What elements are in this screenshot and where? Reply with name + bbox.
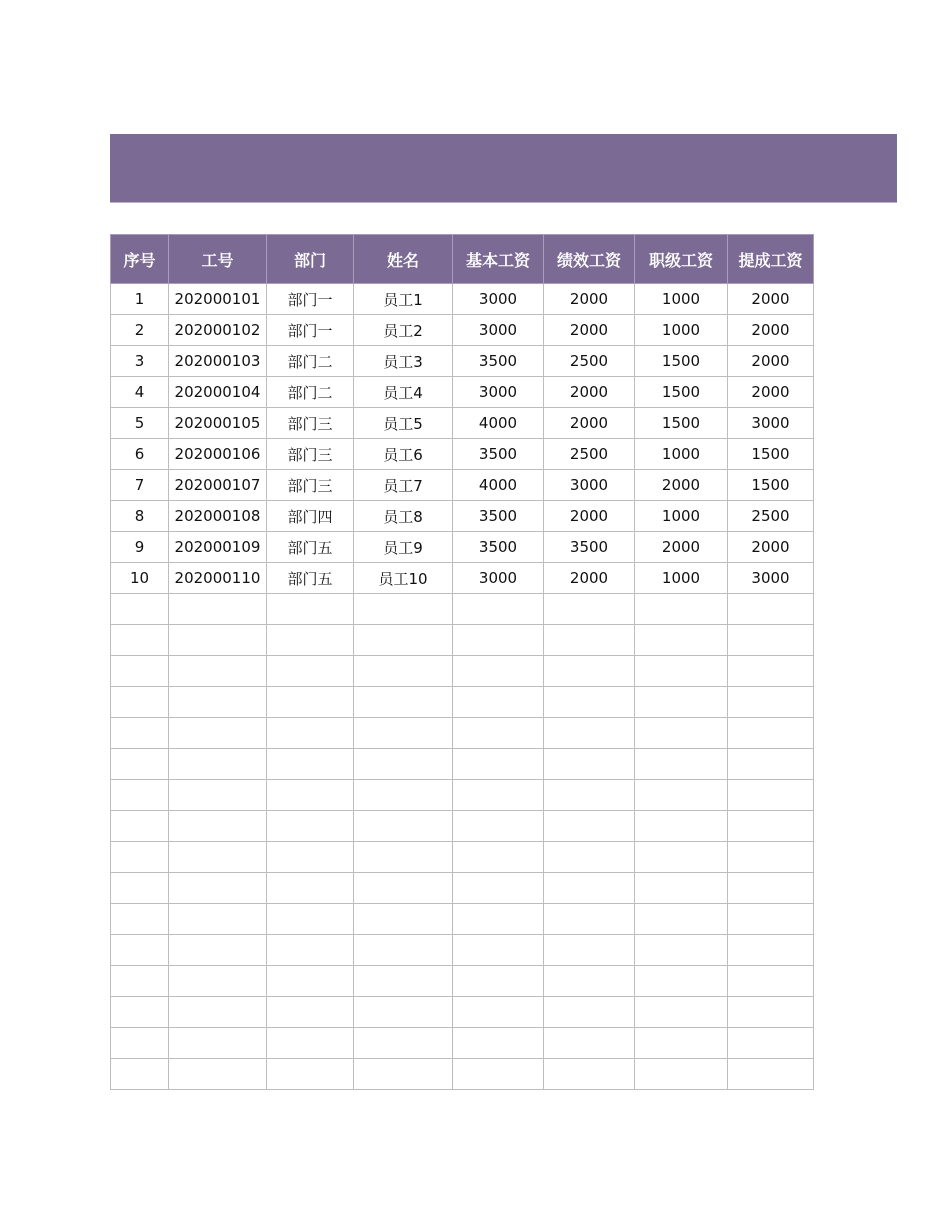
empty-table-cell[interactable]: [544, 966, 635, 997]
empty-table-cell[interactable]: [169, 811, 267, 842]
empty-table-cell[interactable]: [169, 718, 267, 749]
empty-table-cell[interactable]: [169, 656, 267, 687]
empty-table-cell[interactable]: [728, 935, 814, 966]
empty-table-cell[interactable]: [111, 718, 169, 749]
empty-table-cell[interactable]: [544, 842, 635, 873]
empty-table-cell[interactable]: [453, 935, 544, 966]
empty-table-cell[interactable]: [111, 966, 169, 997]
empty-table-row: [111, 625, 814, 656]
empty-table-cell[interactable]: [169, 687, 267, 718]
table-cell[interactable]: 3000: [728, 408, 814, 439]
empty-table-cell[interactable]: [111, 873, 169, 904]
empty-table-cell[interactable]: [267, 780, 354, 811]
table-cell[interactable]: 2000: [728, 377, 814, 408]
empty-table-cell[interactable]: [728, 625, 814, 656]
empty-table-cell[interactable]: [544, 873, 635, 904]
empty-table-cell[interactable]: [354, 625, 453, 656]
table-cell[interactable]: 2000: [635, 470, 728, 501]
empty-table-cell[interactable]: [111, 687, 169, 718]
empty-table-cell[interactable]: [169, 1059, 267, 1090]
table-cell[interactable]: 员工2: [354, 315, 453, 346]
empty-table-row: [111, 904, 814, 935]
empty-table-cell[interactable]: [544, 625, 635, 656]
table-cell[interactable]: 2000: [544, 408, 635, 439]
table-cell[interactable]: 1000: [635, 439, 728, 470]
empty-table-cell[interactable]: [728, 749, 814, 780]
empty-table-cell[interactable]: [354, 873, 453, 904]
empty-table-cell[interactable]: [267, 1028, 354, 1059]
empty-table-cell[interactable]: [635, 656, 728, 687]
empty-table-cell[interactable]: [544, 687, 635, 718]
table-cell[interactable]: 3: [111, 346, 169, 377]
salary-table: [110, 234, 814, 1090]
empty-table-cell[interactable]: [169, 966, 267, 997]
empty-table-cell[interactable]: [169, 749, 267, 780]
table-cell[interactable]: 部门二: [267, 346, 354, 377]
empty-table-cell[interactable]: [354, 935, 453, 966]
table-cell[interactable]: 7: [111, 470, 169, 501]
empty-table-cell[interactable]: [728, 656, 814, 687]
table-cell[interactable]: 员工6: [354, 439, 453, 470]
empty-table-row: [111, 656, 814, 687]
table-cell[interactable]: 3500: [453, 501, 544, 532]
table-cell[interactable]: 2000: [728, 532, 814, 563]
header-cell-performance-pay[interactable]: 绩效工资: [544, 235, 635, 284]
empty-table-cell[interactable]: [635, 780, 728, 811]
empty-table-cell[interactable]: [728, 780, 814, 811]
empty-table-cell[interactable]: [354, 1028, 453, 1059]
title-banner: [110, 134, 897, 203]
empty-table-cell[interactable]: [544, 594, 635, 625]
table-cell[interactable]: 202000107: [169, 470, 267, 501]
empty-table-cell[interactable]: [544, 997, 635, 1028]
empty-table-cell[interactable]: [728, 1059, 814, 1090]
empty-table-cell[interactable]: [267, 904, 354, 935]
empty-table-cell[interactable]: [111, 997, 169, 1028]
empty-table-cell[interactable]: [169, 780, 267, 811]
table-cell[interactable]: 3000: [453, 563, 544, 594]
empty-table-cell[interactable]: [635, 687, 728, 718]
table-cell[interactable]: 员工7: [354, 470, 453, 501]
table-cell[interactable]: 5: [111, 408, 169, 439]
table-cell[interactable]: 部门一: [267, 284, 354, 315]
empty-table-cell[interactable]: [267, 935, 354, 966]
empty-table-cell[interactable]: [267, 749, 354, 780]
table-cell[interactable]: 2500: [544, 439, 635, 470]
table-cell[interactable]: 员工10: [354, 563, 453, 594]
empty-table-cell[interactable]: [111, 625, 169, 656]
empty-table-cell[interactable]: [453, 873, 544, 904]
table-row: [111, 377, 814, 408]
table-cell[interactable]: 3000: [728, 563, 814, 594]
table-cell[interactable]: 1: [111, 284, 169, 315]
empty-table-cell[interactable]: [111, 1059, 169, 1090]
table-cell[interactable]: 202000105: [169, 408, 267, 439]
empty-table-cell[interactable]: [267, 997, 354, 1028]
header-cell-commission[interactable]: 提成工资: [728, 235, 814, 284]
empty-table-cell[interactable]: [453, 1059, 544, 1090]
empty-table-cell[interactable]: [267, 811, 354, 842]
empty-table-cell[interactable]: [728, 997, 814, 1028]
empty-table-row: [111, 687, 814, 718]
empty-table-cell[interactable]: [169, 873, 267, 904]
header-cell-department[interactable]: 部门: [267, 235, 354, 284]
empty-table-cell[interactable]: [354, 842, 453, 873]
empty-table-cell[interactable]: [728, 718, 814, 749]
table-cell[interactable]: 1500: [635, 346, 728, 377]
empty-table-cell[interactable]: [453, 656, 544, 687]
empty-table-cell[interactable]: [544, 749, 635, 780]
table-cell[interactable]: 员工5: [354, 408, 453, 439]
empty-table-cell[interactable]: [453, 718, 544, 749]
empty-table-cell[interactable]: [635, 1059, 728, 1090]
empty-table-cell[interactable]: [544, 935, 635, 966]
empty-table-cell[interactable]: [354, 687, 453, 718]
empty-table-row: [111, 718, 814, 749]
table-cell[interactable]: 部门四: [267, 501, 354, 532]
header-row: [111, 235, 814, 284]
empty-table-cell[interactable]: [453, 749, 544, 780]
table-cell[interactable]: 部门三: [267, 470, 354, 501]
empty-table-cell[interactable]: [544, 718, 635, 749]
table-cell[interactable]: 202000103: [169, 346, 267, 377]
table-cell[interactable]: 3500: [453, 346, 544, 377]
table-cell[interactable]: 员工1: [354, 284, 453, 315]
empty-table-cell[interactable]: [354, 594, 453, 625]
table-cell[interactable]: 部门一: [267, 315, 354, 346]
empty-table-cell[interactable]: [728, 1028, 814, 1059]
table-cell[interactable]: 1000: [635, 563, 728, 594]
empty-table-cell[interactable]: [169, 904, 267, 935]
header-cell-grade-pay[interactable]: 职级工资: [635, 235, 728, 284]
header-cell-index[interactable]: 序号: [111, 235, 169, 284]
table-cell[interactable]: 4000: [453, 470, 544, 501]
empty-table-cell[interactable]: [267, 842, 354, 873]
empty-table-cell[interactable]: [354, 656, 453, 687]
empty-table-cell[interactable]: [169, 935, 267, 966]
empty-table-row: [111, 997, 814, 1028]
header-cell-name[interactable]: 姓名: [354, 235, 453, 284]
empty-table-cell[interactable]: [111, 656, 169, 687]
table-cell[interactable]: 2: [111, 315, 169, 346]
empty-table-cell[interactable]: [453, 966, 544, 997]
table-row: [111, 532, 814, 563]
table-cell[interactable]: 2000: [635, 532, 728, 563]
empty-table-cell[interactable]: [728, 904, 814, 935]
empty-table-row: [111, 1059, 814, 1090]
empty-table-cell[interactable]: [111, 749, 169, 780]
table-cell[interactable]: 9: [111, 532, 169, 563]
table-row: [111, 439, 814, 470]
empty-table-row: [111, 594, 814, 625]
table-cell[interactable]: 202000109: [169, 532, 267, 563]
table-cell[interactable]: 部门五: [267, 563, 354, 594]
table-row: [111, 346, 814, 377]
table-cell[interactable]: 202000102: [169, 315, 267, 346]
table-cell[interactable]: 3000: [453, 315, 544, 346]
empty-table-cell[interactable]: [544, 1028, 635, 1059]
header-cell-employee-id[interactable]: 工号: [169, 235, 267, 284]
empty-table-row: [111, 1028, 814, 1059]
table-row: [111, 284, 814, 315]
empty-table-cell[interactable]: [635, 749, 728, 780]
table-row: [111, 315, 814, 346]
empty-table-cell[interactable]: [169, 1028, 267, 1059]
empty-table-cell[interactable]: [635, 873, 728, 904]
table-cell[interactable]: 1000: [635, 501, 728, 532]
empty-table-cell[interactable]: [354, 1059, 453, 1090]
empty-table-cell[interactable]: [453, 997, 544, 1028]
empty-table-cell[interactable]: [635, 811, 728, 842]
table-cell[interactable]: 2000: [728, 346, 814, 377]
empty-table-cell[interactable]: [635, 966, 728, 997]
empty-table-cell[interactable]: [728, 687, 814, 718]
empty-table-cell[interactable]: [635, 625, 728, 656]
empty-table-cell[interactable]: [111, 811, 169, 842]
empty-table-cell[interactable]: [169, 842, 267, 873]
table-cell[interactable]: 部门三: [267, 408, 354, 439]
table-cell[interactable]: 2500: [544, 346, 635, 377]
table-cell[interactable]: 10: [111, 563, 169, 594]
empty-table-cell[interactable]: [354, 718, 453, 749]
empty-table-row: [111, 966, 814, 997]
header-cell-base-salary[interactable]: 基本工资: [453, 235, 544, 284]
empty-table-cell[interactable]: [635, 842, 728, 873]
table-cell[interactable]: 1000: [635, 284, 728, 315]
empty-table-cell[interactable]: [111, 780, 169, 811]
empty-table-cell[interactable]: [453, 811, 544, 842]
empty-table-cell[interactable]: [354, 780, 453, 811]
table-row: [111, 470, 814, 501]
empty-table-row: [111, 873, 814, 904]
table-cell[interactable]: 部门五: [267, 532, 354, 563]
table-cell[interactable]: 8: [111, 501, 169, 532]
table-cell[interactable]: 员工3: [354, 346, 453, 377]
table-cell[interactable]: 3000: [453, 377, 544, 408]
empty-table-cell[interactable]: [267, 873, 354, 904]
table-cell[interactable]: 员工9: [354, 532, 453, 563]
empty-table-cell[interactable]: [544, 1059, 635, 1090]
table-cell[interactable]: 202000106: [169, 439, 267, 470]
table-cell[interactable]: 3500: [453, 532, 544, 563]
empty-table-cell[interactable]: [111, 842, 169, 873]
empty-table-cell[interactable]: [544, 904, 635, 935]
table-cell[interactable]: 3000: [544, 470, 635, 501]
table-cell[interactable]: 1500: [635, 408, 728, 439]
table-cell[interactable]: 1500: [635, 377, 728, 408]
table-cell[interactable]: 4000: [453, 408, 544, 439]
empty-table-cell[interactable]: [453, 1028, 544, 1059]
table-cell[interactable]: 2500: [728, 501, 814, 532]
empty-table-cell[interactable]: [544, 656, 635, 687]
table-cell[interactable]: 员工4: [354, 377, 453, 408]
empty-table-cell[interactable]: [111, 904, 169, 935]
empty-table-cell[interactable]: [267, 687, 354, 718]
empty-table-cell[interactable]: [453, 594, 544, 625]
table-cell[interactable]: 2000: [544, 563, 635, 594]
table-cell[interactable]: 2000: [544, 377, 635, 408]
empty-table-cell[interactable]: [354, 997, 453, 1028]
empty-table-cell[interactable]: [169, 594, 267, 625]
empty-table-cell[interactable]: [111, 935, 169, 966]
empty-table-cell[interactable]: [267, 594, 354, 625]
table-cell[interactable]: 2000: [544, 315, 635, 346]
empty-table-row: [111, 935, 814, 966]
table-cell[interactable]: 员工8: [354, 501, 453, 532]
empty-table-cell[interactable]: [544, 811, 635, 842]
empty-table-cell[interactable]: [453, 687, 544, 718]
empty-table-row: [111, 811, 814, 842]
table-row: [111, 501, 814, 532]
table-cell[interactable]: 2000: [544, 284, 635, 315]
empty-table-cell[interactable]: [354, 904, 453, 935]
table-cell[interactable]: 202000104: [169, 377, 267, 408]
table-cell[interactable]: 2000: [544, 501, 635, 532]
empty-table-cell[interactable]: [111, 1028, 169, 1059]
empty-table-cell[interactable]: [728, 966, 814, 997]
table-row: [111, 408, 814, 439]
empty-table-row: [111, 780, 814, 811]
empty-table-cell[interactable]: [111, 594, 169, 625]
table-cell[interactable]: 4: [111, 377, 169, 408]
empty-table-cell[interactable]: [169, 997, 267, 1028]
table-cell[interactable]: 202000108: [169, 501, 267, 532]
table-body: [111, 284, 814, 1090]
table-cell[interactable]: 部门二: [267, 377, 354, 408]
empty-table-cell[interactable]: [453, 780, 544, 811]
empty-table-cell[interactable]: [267, 625, 354, 656]
empty-table-cell[interactable]: [267, 656, 354, 687]
table-cell[interactable]: 1500: [728, 439, 814, 470]
empty-table-cell[interactable]: [728, 811, 814, 842]
empty-table-cell[interactable]: [267, 1059, 354, 1090]
empty-table-cell[interactable]: [728, 873, 814, 904]
table-cell[interactable]: 2000: [728, 284, 814, 315]
empty-table-cell[interactable]: [354, 749, 453, 780]
empty-table-cell[interactable]: [453, 842, 544, 873]
empty-table-cell[interactable]: [635, 1028, 728, 1059]
table-cell[interactable]: 202000110: [169, 563, 267, 594]
empty-table-cell[interactable]: [267, 966, 354, 997]
empty-table-cell[interactable]: [169, 625, 267, 656]
empty-table-cell[interactable]: [354, 966, 453, 997]
table-cell[interactable]: 202000101: [169, 284, 267, 315]
table-cell[interactable]: 3000: [453, 284, 544, 315]
empty-table-row: [111, 749, 814, 780]
empty-table-cell[interactable]: [267, 718, 354, 749]
table-cell[interactable]: 3500: [453, 439, 544, 470]
empty-table-cell[interactable]: [453, 625, 544, 656]
empty-table-cell[interactable]: [354, 811, 453, 842]
empty-table-cell[interactable]: [635, 594, 728, 625]
empty-table-cell[interactable]: [544, 780, 635, 811]
empty-table-cell[interactable]: [453, 904, 544, 935]
empty-table-cell[interactable]: [635, 718, 728, 749]
table-cell[interactable]: 2000: [728, 315, 814, 346]
table-cell[interactable]: 6: [111, 439, 169, 470]
empty-table-cell[interactable]: [635, 935, 728, 966]
empty-table-cell[interactable]: [728, 842, 814, 873]
table-row: [111, 563, 814, 594]
table-cell[interactable]: 1500: [728, 470, 814, 501]
empty-table-cell[interactable]: [728, 594, 814, 625]
empty-table-cell[interactable]: [635, 997, 728, 1028]
table-cell[interactable]: 1000: [635, 315, 728, 346]
table-cell[interactable]: 3500: [544, 532, 635, 563]
table-cell[interactable]: 部门三: [267, 439, 354, 470]
empty-table-cell[interactable]: [635, 904, 728, 935]
empty-table-row: [111, 842, 814, 873]
